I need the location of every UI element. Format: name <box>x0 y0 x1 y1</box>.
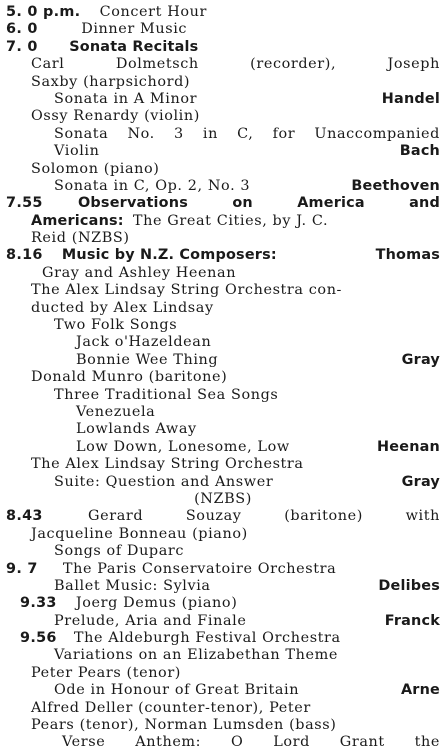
text-line: Three Traditional Sea Songs <box>54 386 279 403</box>
programme-entry-843pm: 8.43 Gerard Souzay (baritone) with <box>6 508 440 525</box>
text-line: Variations on an Elizabethan Theme <box>54 647 338 664</box>
composer-name: Franck <box>384 612 440 629</box>
text-line: The Alex Lindsay String Orchestra con- <box>31 282 343 299</box>
composer-name: Beethoven <box>351 177 440 194</box>
text-line: Reid (NZBS) <box>31 230 130 247</box>
item-text: Concert Hour <box>99 4 207 20</box>
work-line: Prelude, Aria and Finale Franck <box>54 612 440 629</box>
work-line: Suite: Question and Answer Gray <box>54 473 440 490</box>
composer-name: Gray <box>401 351 440 368</box>
text-line: Sonata No. 3 in C, for Unaccompanied <box>54 125 440 142</box>
work-line: Violin Bach <box>54 143 440 160</box>
programme-entry-755pm: 7.55 Observations on America and <box>6 195 440 212</box>
text-line: Venezuela <box>76 403 156 420</box>
time-label: 7. 0 <box>6 38 38 55</box>
text-line: Gray and Ashley Heenan <box>42 264 237 281</box>
text-line: (NZBS) <box>194 490 252 507</box>
text-line: Two Folk Songs <box>54 317 178 334</box>
text-line: Songs of Duparc <box>54 543 185 560</box>
time-label: 8.43 <box>6 508 43 525</box>
composer-name: Arne <box>400 682 440 699</box>
section-heading: Music by N.Z. Composers: <box>61 247 277 264</box>
item-text: Joerg Demus (piano) <box>75 595 238 612</box>
composer-name: Heenan <box>377 438 440 455</box>
text-line: Donald Munro (baritone) <box>31 369 228 386</box>
text-line: Solomon (piano) <box>31 160 160 177</box>
work-line: Ode in Honour of Great Britain Arne <box>54 682 440 699</box>
time-label: 8.16 <box>6 247 43 264</box>
work-line: Sonata in C, Op. 2, No. 3 Beethoven <box>54 177 440 194</box>
work-line: Ballet Music: Sylvia Delibes <box>54 577 440 594</box>
time-label: 7.55 <box>6 195 43 212</box>
programme-entry-5pm <box>6 4 440 21</box>
composer-name: Gray <box>401 473 440 490</box>
work-line: Low Down, Lonesome, Low Heenan <box>76 438 440 455</box>
composer-name: Delibes <box>378 577 440 594</box>
text-line: Carl Dolmetsch (recorder), Joseph <box>31 56 440 73</box>
text-line: Verse Anthem: O Lord Grant the <box>62 734 440 751</box>
time-label: 9. 7 <box>6 560 38 577</box>
time-label: 6. 0 <box>6 21 38 38</box>
composer-name: Bach <box>399 143 440 160</box>
time-label: 5. 0 p.m. <box>6 4 81 20</box>
text-line: Ossy Renardy (violin) <box>31 108 200 125</box>
programme-entry-956pm <box>6 630 440 647</box>
work-line: Bonnie Wee Thing Gray <box>76 351 440 368</box>
programme-entry-7pm <box>6 39 440 56</box>
text-line: ducted by Alex Lindsay <box>31 299 214 316</box>
text-line: Saxby (harpsichord) <box>31 73 191 90</box>
composer-name: Handel <box>381 90 440 107</box>
text-line: Peter Pears (tenor) <box>31 664 182 681</box>
programme-entry-933pm <box>6 595 440 612</box>
text-line: Alfred Deller (counter-tenor), Peter <box>31 699 311 716</box>
text-line: Lowlands Away <box>76 421 197 438</box>
text-line: Jacqueline Bonneau (piano) <box>31 525 248 542</box>
text-line: Jack o'Hazeldean <box>76 334 212 351</box>
work-line: Sonata in A Minor Handel <box>54 90 440 107</box>
text-line: Pears (tenor), Norman Lumsden (bass) <box>31 717 337 734</box>
item-text: The Aldeburgh Festival Orchestra <box>73 630 341 647</box>
text-line: Americans: The Great Cities, by J. C. <box>31 212 329 229</box>
item-text: The Paris Conservatoire Orchestra <box>62 560 337 577</box>
programme-entry-907pm <box>6 561 440 578</box>
item-text: Dinner Music <box>81 21 188 38</box>
section-heading: Sonata Recitals <box>69 38 199 55</box>
section-heading: Americans: <box>31 212 124 229</box>
text-line: The Alex Lindsay String Orchestra <box>31 456 304 473</box>
time-label: 9.33 <box>20 595 57 612</box>
programme-entry-6pm <box>6 21 440 38</box>
time-label: 9.56 <box>20 630 57 647</box>
radio-programme-listing <box>6 4 440 752</box>
programme-entry-816pm: 8.16 Music by N.Z. Composers: Thomas <box>6 247 440 264</box>
